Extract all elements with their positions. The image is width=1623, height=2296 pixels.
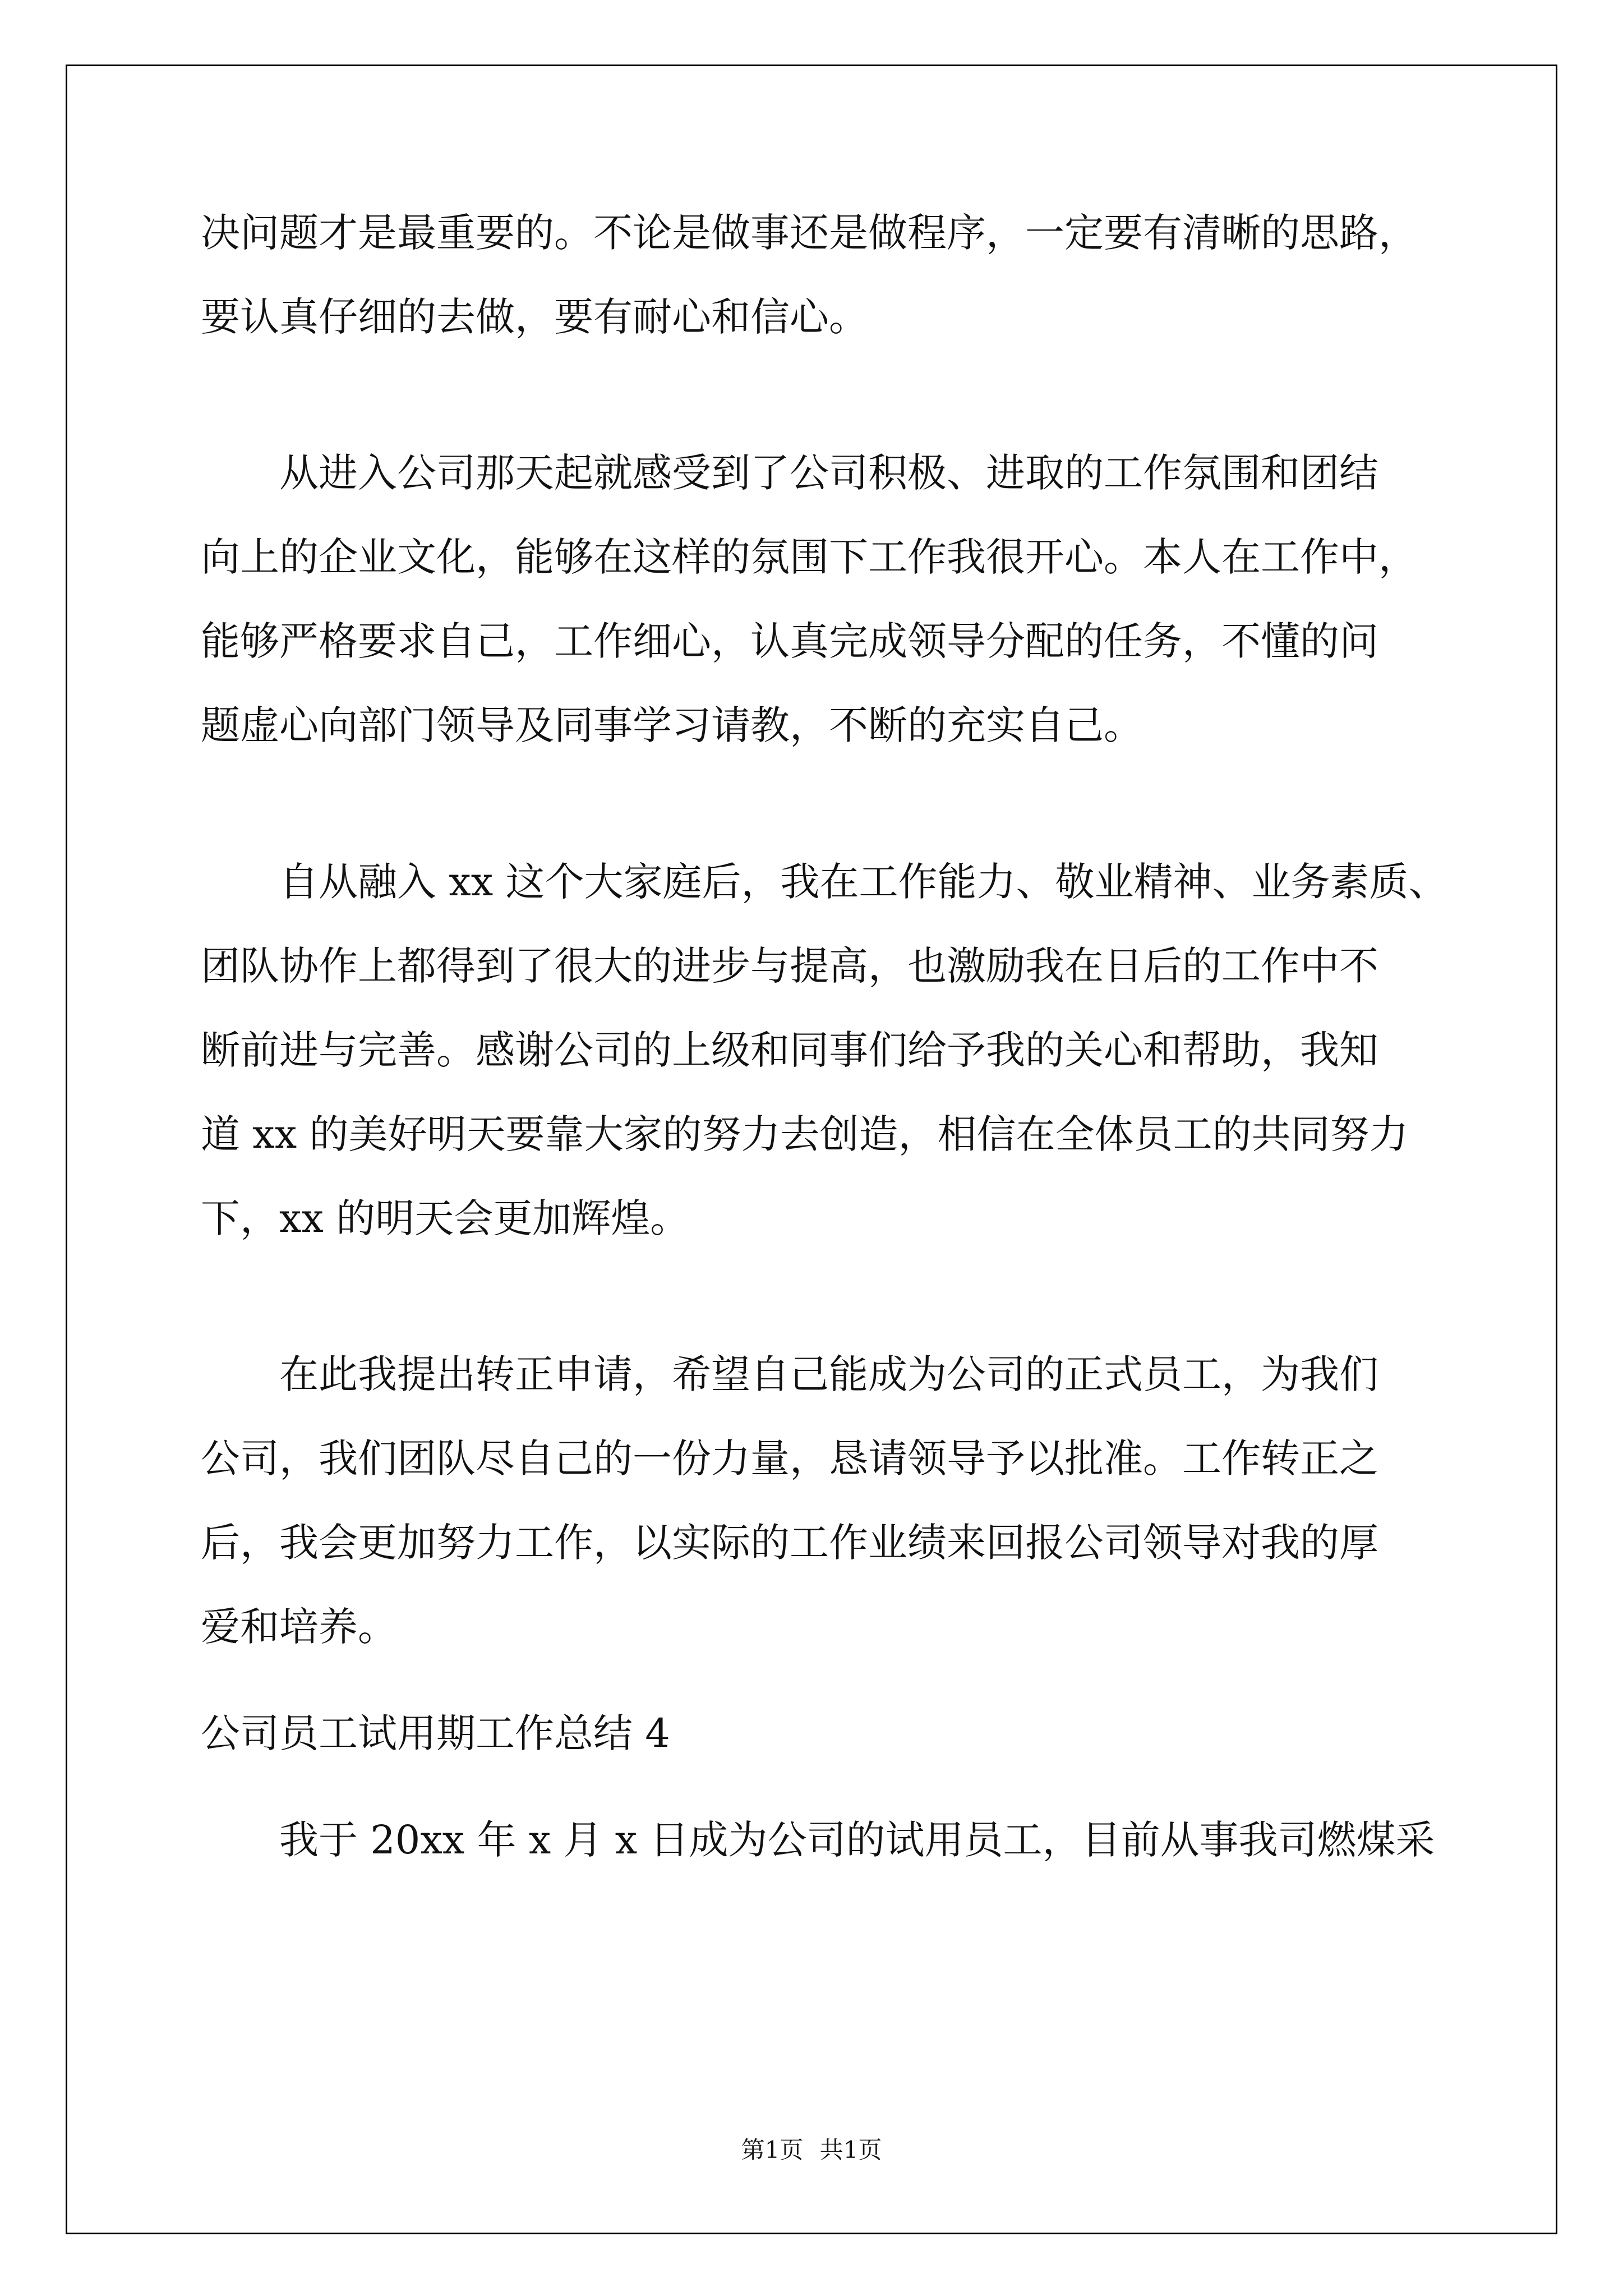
paragraph-line: 在此我提出转正申请，希望自己能成为公司的正式员工，为我们: [279, 1351, 1378, 1397]
paragraph-line: 后，我会更加努力工作，以实际的工作业绩来回报公司领导对我的厚: [201, 1520, 1378, 1566]
paragraph-line: 我于 20xx 年 x 月 x 日成为公司的试用员工，目前从事我司燃煤采: [279, 1817, 1435, 1863]
paragraph-line: 能够严格要求自己，工作细心，认真完成领导分配的任务，不懂的问: [201, 618, 1378, 664]
page-number-total: 共1页: [819, 2136, 882, 2164]
paragraph-line: 爱和培养。: [201, 1604, 397, 1650]
paragraph-line: 决问题才是最重要的。不论是做事还是做程序，一定要有清晰的思路，: [201, 210, 1418, 256]
paragraph-line: 从进入公司那天起就感受到了公司积极、进取的工作氛围和团结: [279, 450, 1378, 496]
page-footer: [0, 2136, 1623, 2164]
paragraph-line: 下，xx 的明天会更加辉煌。: [201, 1195, 690, 1241]
paragraph-line: 要认真仔细的去做，要有耐心和信心。: [201, 294, 868, 340]
paragraph-line: 道 xx 的美好明天要靠大家的努力去创造，相信在全体员工的共同努力: [201, 1111, 1409, 1157]
section-heading: 公司员工试用期工作总结 4: [201, 1710, 670, 1756]
paragraph-line: 公司，我们团队尽自己的一份力量，恳请领导予以批准。工作转正之: [201, 1435, 1378, 1481]
paragraph-line: 自从融入 xx 这个大家庭后，我在工作能力、敬业精神、业务素质、: [279, 859, 1448, 905]
paragraph-line: 断前进与完善。感谢公司的上级和同事们给予我的关心和帮助，我知: [201, 1027, 1378, 1073]
paragraph-line: 题虚心向部门领导及同事学习请教，不断的充实自己。: [201, 702, 1143, 748]
paragraph-line: 团队协作上都得到了很大的进步与提高，也激励我在日后的工作中不: [201, 943, 1378, 989]
page-number-current: 第1页: [741, 2136, 804, 2164]
paragraph-line: 向上的企业文化，能够在这样的氛围下工作我很开心。本人在工作中，: [201, 534, 1418, 580]
